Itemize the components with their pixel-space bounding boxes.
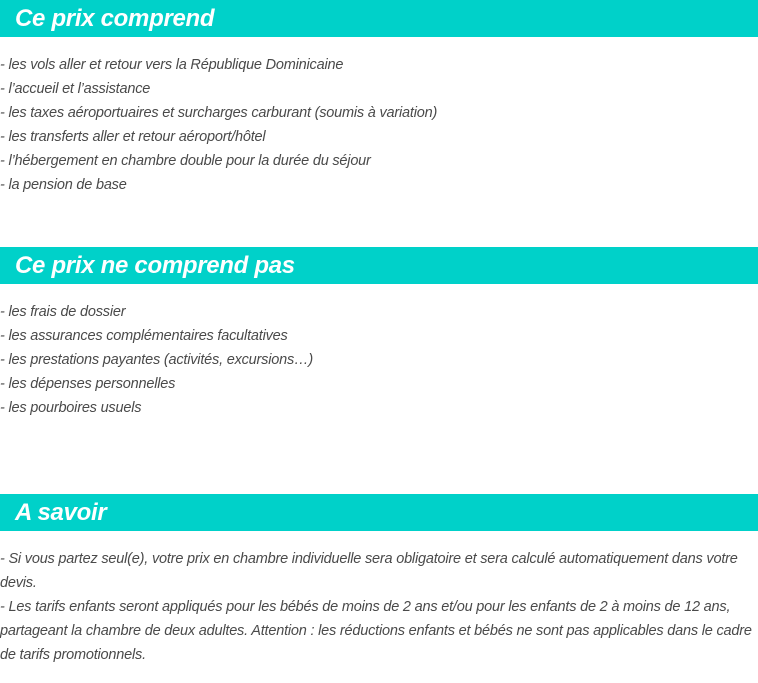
section-title-included: Ce prix comprend [15, 5, 215, 32]
section-header-not-included [0, 247, 758, 284]
section-title-not-included: Ce prix ne comprend pas [15, 252, 295, 279]
good-to-know-text [0, 547, 752, 667]
list-item: - les dépenses personnelles [0, 376, 176, 392]
info-paragraph: - Si vous partez seul(e), votre prix en chambre individuelle sera obligatoire et sera calculé automatiquement dans votre devis. [0, 551, 738, 591]
list-item: - les taxes aéroportuaires et surcharges carburant (soumis à variation) [0, 105, 438, 121]
list-item: - l’hébergement en chambre double pour la durée du séjour [0, 153, 371, 169]
section-title-good-to-know: A savoir [15, 499, 107, 526]
list-item: - les prestations payantes (activités, excursions…) [0, 352, 313, 368]
list-item: - la pension de base [0, 177, 127, 193]
list-item: - les pourboires usuels [0, 400, 142, 416]
list-item: - les assurances complémentaires facultatives [0, 328, 288, 344]
not-included-list [0, 300, 758, 420]
included-list [0, 53, 758, 197]
section-header-included [0, 0, 758, 37]
section-header-good-to-know [0, 494, 758, 531]
info-paragraph: - Les tarifs enfants seront appliqués pour les bébés de moins de 2 ans et/ou pour les enfants de 2 à moins de 12 ans, partageant la chambre de deux adultes. Attention : les réductions enfants et bébés ne sont pas applicables dans le cadre de tarifs promotionnels. [0, 599, 752, 663]
list-item: - les transferts aller et retour aéroport/hôtel [0, 129, 266, 145]
list-item: - l’accueil et l’assistance [0, 81, 151, 97]
list-item: - les vols aller et retour vers la République Dominicaine [0, 57, 344, 73]
list-item: - les frais de dossier [0, 304, 126, 320]
